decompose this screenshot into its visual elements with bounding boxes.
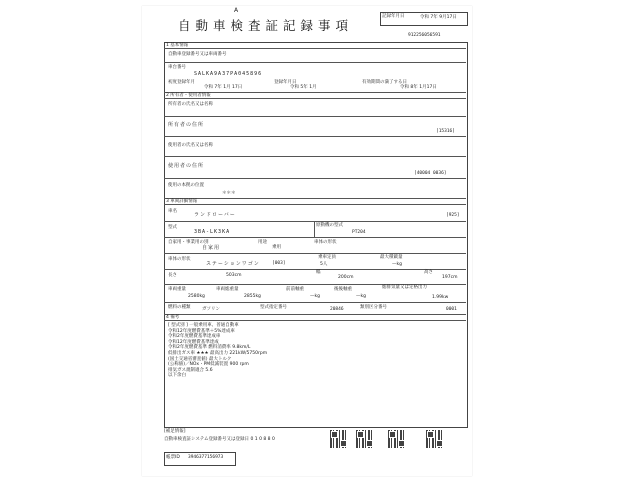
gvw-value: 2855kg: [244, 294, 261, 299]
length-value: 503cm: [226, 273, 242, 278]
vin-value: SALKA9A37PA045896: [194, 71, 263, 77]
owner-code: [15316]: [436, 129, 455, 134]
rear-axle-value: —kg: [356, 294, 366, 299]
make-value: ランドローバー: [194, 212, 236, 218]
qr-code-1: [330, 430, 348, 448]
user-code: [40004 0036]: [414, 171, 447, 176]
model-label: 型式: [168, 225, 177, 230]
base-location-value: ＊＊＊: [222, 191, 236, 196]
remark-line: [ 型式別 ] 一般乗用車、普通自動車: [168, 323, 239, 328]
class-number-value: 0001: [446, 307, 457, 312]
max-payload-label: 最大積載量: [380, 255, 403, 260]
user-name-label: 使用者の氏名又は名称: [168, 143, 213, 148]
vehicle-weight-label: 車両重量: [168, 287, 186, 292]
first-registration-label: 初度登録年月: [168, 80, 195, 85]
qr-code-3: [388, 430, 406, 448]
rear-axle-label: 後後軸重: [334, 287, 352, 292]
first-registration-value: 令和 7年 1月 17日: [204, 85, 243, 90]
front-axle-label: 前前軸重: [286, 287, 304, 292]
remark-line: (国土交通省審査値) 最大トルク: [168, 356, 232, 362]
owner-name-label: 所有者の氏名又は名称: [168, 102, 213, 107]
registration-date-value: 令和 5年 1月: [290, 85, 317, 90]
width-value: 200cm: [338, 275, 354, 280]
section-2-heading: 2 所有者・使用者情報: [166, 93, 211, 98]
issue-date-value: 令和 7年 9月17日: [420, 15, 457, 20]
remark-line: 令和2年度燃費基準達成車: [168, 334, 221, 340]
body-shape-value: ステーションワゴン: [206, 261, 260, 267]
document-title: 自動車検査証記録事項: [178, 18, 354, 33]
make-label: 車名: [168, 209, 177, 214]
remark-line: 以下余白: [168, 373, 186, 379]
max-payload-value: —kg: [392, 262, 402, 267]
issue-date-label: 記録年月日: [382, 14, 405, 19]
body-shape-code: [003]: [272, 261, 286, 266]
displacement-value: 1.99kw: [432, 295, 449, 300]
vehicle-inspection-record-document: [142, 6, 472, 476]
section-1-heading: 1 基本情報: [166, 43, 189, 48]
length-label: 長さ: [168, 273, 177, 278]
body-shape-label-right: 車体の形状: [314, 240, 337, 245]
section-4-heading: 4 備考: [166, 315, 180, 320]
remark-line: 低排出ガス車 ★★★ 最高出力 221kW/5750rpm: [168, 350, 268, 356]
passenger-capacity-label: 乗車定員: [318, 255, 336, 260]
vin-label: 車台番号: [168, 65, 186, 70]
displacement-label: 総排気量又は定格出力: [382, 285, 427, 290]
expiry-label: 有効期間の満了する日: [362, 80, 407, 85]
owner-address-label: 所有者の住所: [168, 122, 205, 128]
remark-line: 令和12年度燃費基準＋5%達成車: [168, 328, 235, 334]
class-number-label: 類別区分番号: [360, 305, 387, 310]
stamp-letter: A: [234, 7, 239, 14]
footer-id-label: 帳票ID: [166, 455, 180, 460]
footer-line: 自動車検査証システム登録番号又は登録日 0 1 0 8 8 0: [164, 437, 275, 442]
type-designation-value: 20846: [330, 307, 344, 312]
remark-line: 令和12年度燃費基準達成: [168, 339, 219, 345]
purpose-label: 用途: [258, 240, 267, 245]
footer-id-value: 3946377156973: [188, 455, 224, 460]
vehicle-weight-value: 2580kg: [188, 294, 205, 299]
remarks-block: [168, 323, 267, 379]
qr-code-4: [426, 430, 444, 448]
user-address-label: 使用者の住所: [168, 163, 205, 169]
registration-number-label: 自動車登録番号又は車両番号: [168, 52, 227, 57]
remark-line: 排気ガス規制適合 5.6: [168, 367, 213, 373]
width-label: 幅: [316, 270, 321, 275]
gvw-label: 車両総重量: [216, 287, 239, 292]
type-designation-label: 型式指定番号: [260, 305, 287, 310]
remark-line: 令和2年度燃費基準 燃料消費率 9.8km/L: [168, 345, 251, 351]
body-shape-label: 車体の形状: [168, 257, 191, 262]
usage-value: 自家用: [202, 245, 221, 251]
registration-date-label: 登録年月日: [274, 80, 297, 85]
passenger-capacity-value: 5人: [320, 262, 328, 267]
front-axle-value: —kg: [310, 294, 320, 299]
serial-number: 912256056591: [408, 33, 441, 38]
footer-heading: [補足情報]: [164, 429, 186, 434]
height-value: 197cm: [442, 275, 458, 280]
section-3-heading: 3 車両詳細情報: [166, 199, 198, 204]
purpose-value: 乗用: [272, 245, 281, 250]
fuel-type-label: 燃料の種類: [168, 305, 191, 310]
engine-type-value: PT204: [352, 230, 366, 235]
engine-type-label: 原動機の型式: [316, 223, 343, 228]
qr-code-2: [356, 430, 374, 448]
fuel-type-value: ガソリン: [202, 307, 220, 312]
base-location-label: 使用の本拠の位置: [168, 183, 204, 188]
model-value: 3BA-LK3KA: [194, 229, 231, 235]
usage-label: 自家用・事業用の別: [168, 240, 209, 245]
height-label: 高さ: [424, 270, 433, 275]
expiry-value: 令和 8年 1月17日: [400, 85, 437, 90]
make-code: [925]: [446, 213, 460, 218]
remark-line: (公称値)／NOx・PM低減装置 900 rpm: [168, 362, 249, 368]
